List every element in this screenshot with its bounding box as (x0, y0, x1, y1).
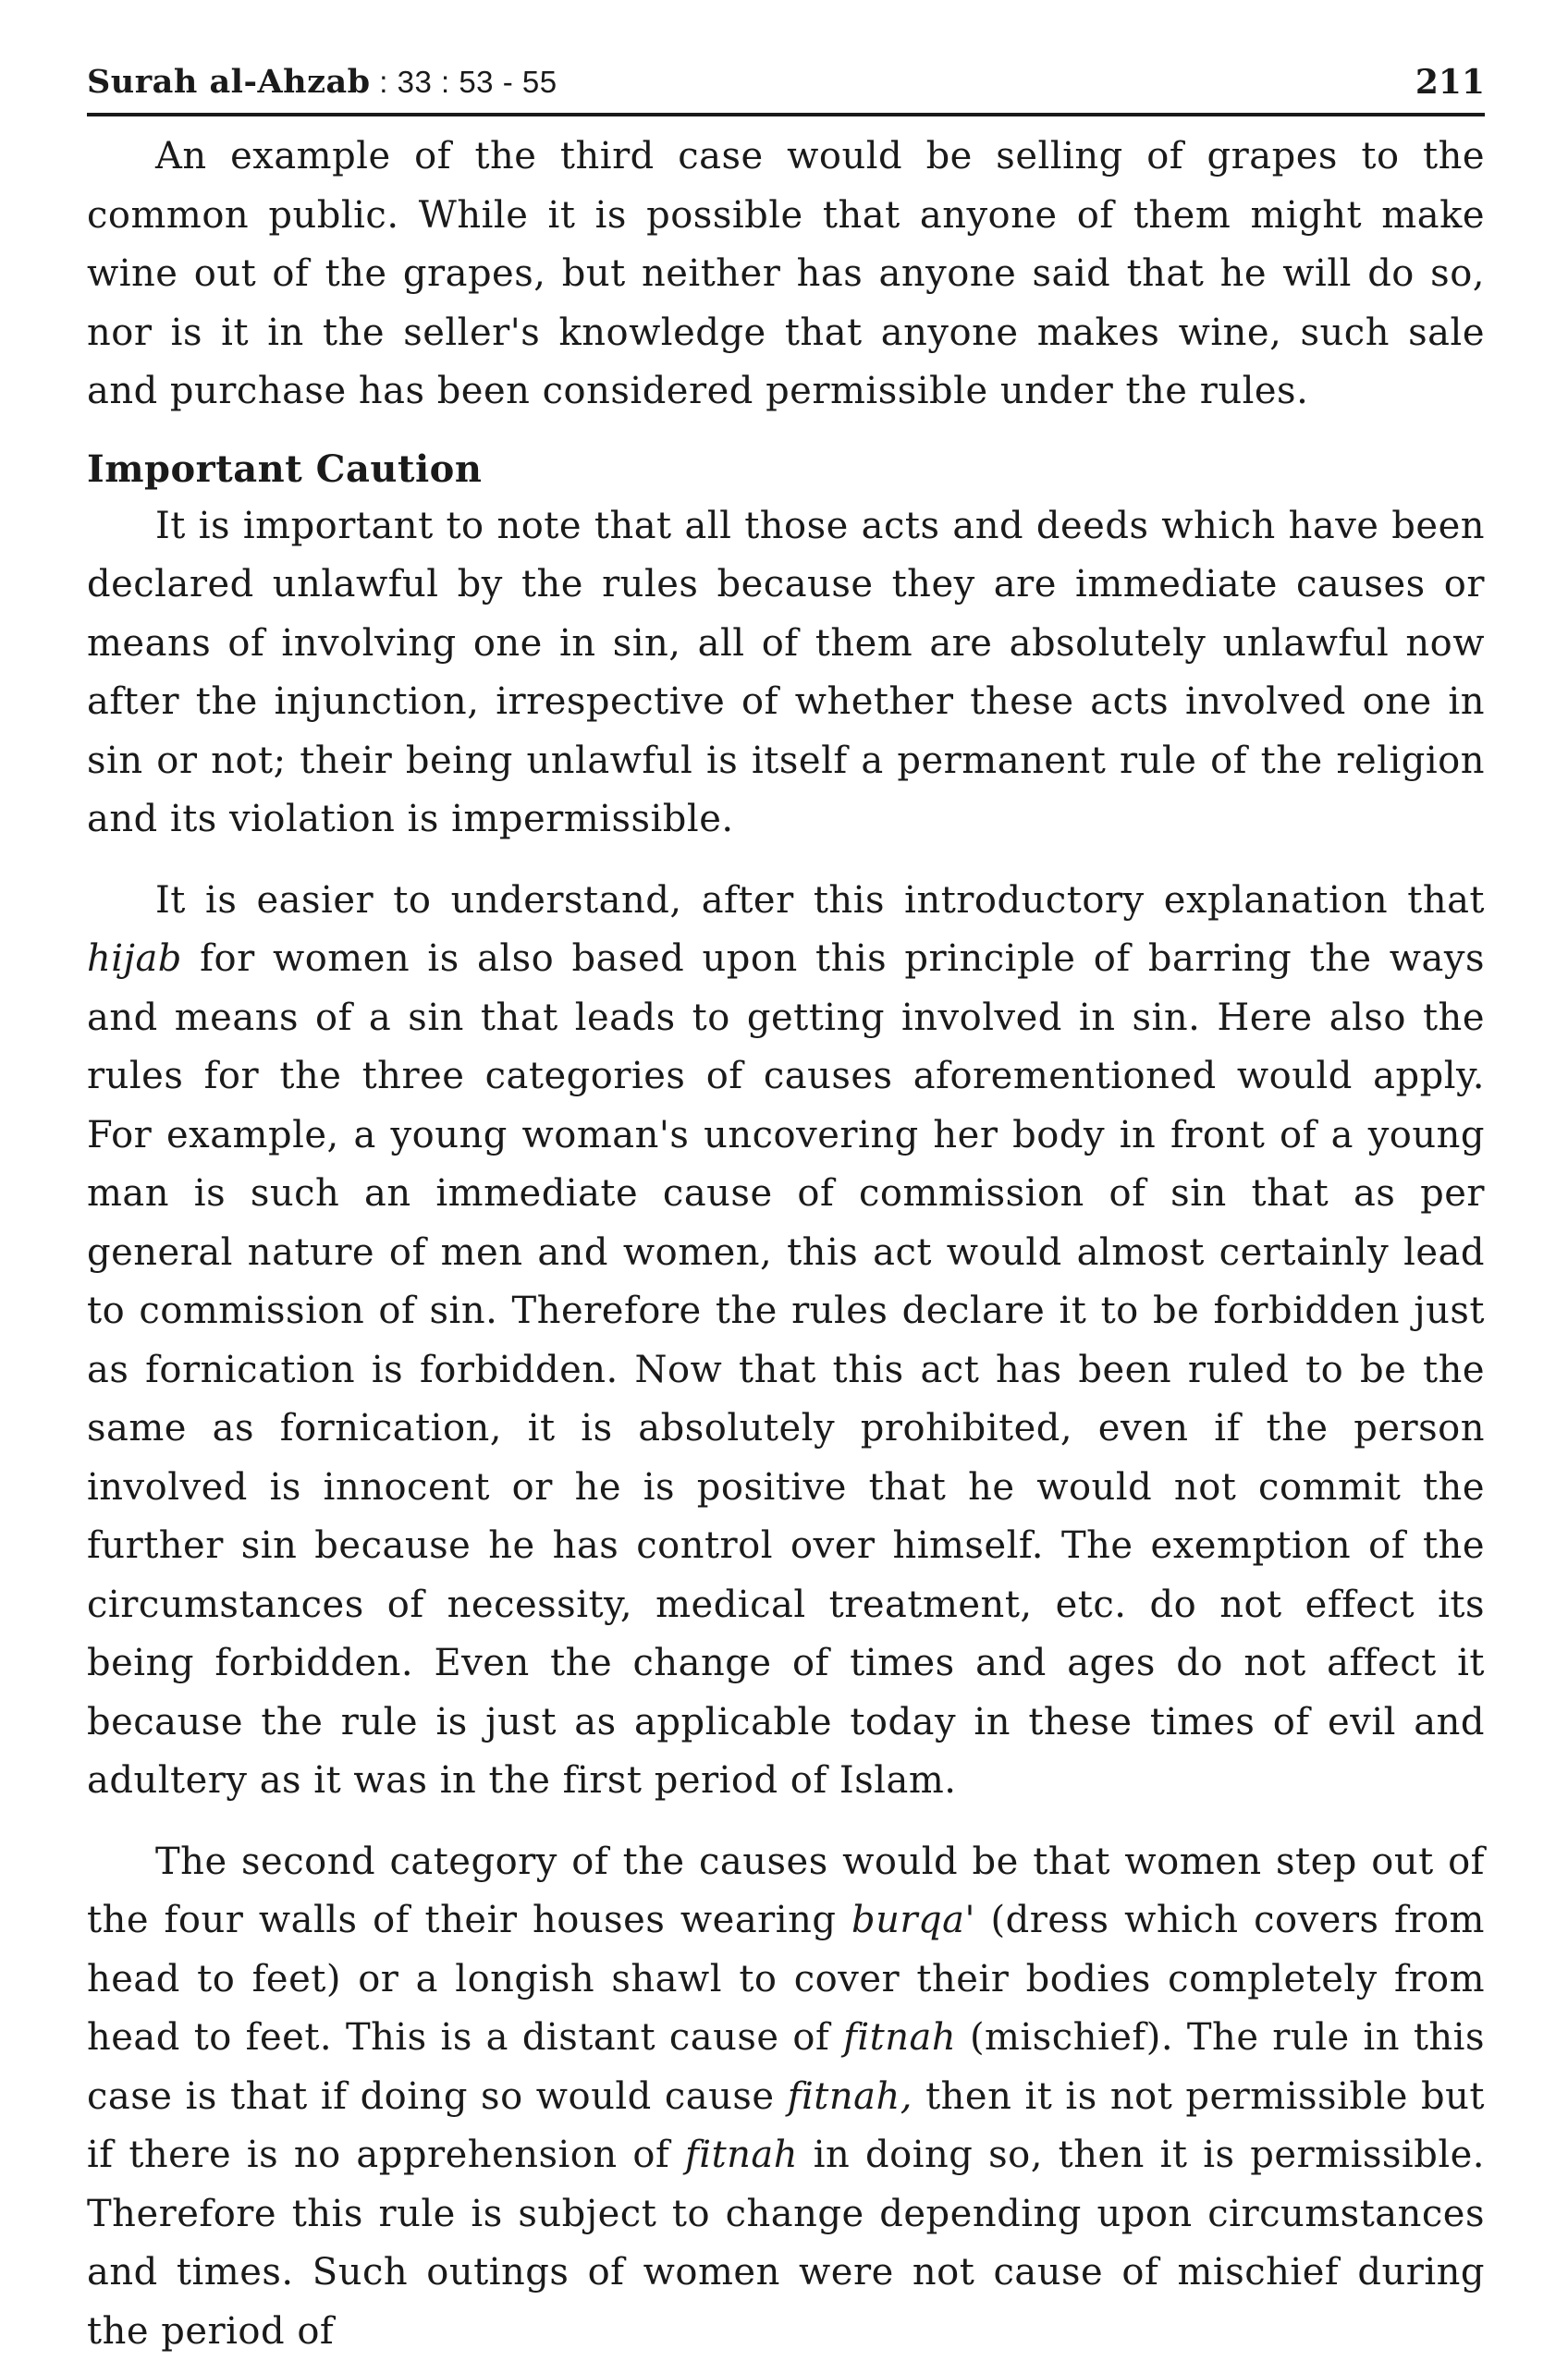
italic-term-burqa: burqa' (851, 1899, 975, 1941)
text-run: then it is not permissible but if there is no apprehension of (87, 2075, 1485, 2177)
paragraph-important-caution: It is important to note that all those acts and deeds which have been declared unlawful by the rules because they are immediate causes or means of involving one in sin, all of them are absolutely unlawful now after the injunction, irrespective of whether these acts involved one in sin or not; their being unlawful is itself a permanent rule of the religion and its violation is impermissible. (87, 497, 1485, 850)
section-heading: Important Caution (87, 442, 1485, 497)
paragraph-grapes-example: An example of the third case would be selling of grapes to the common public. While it is possible that anyone of them might make wine out of the grapes, but neither has anyone said that he will do so, nor is it in the seller's knowledge that anyone makes wine, such sale and purchase has been considered permissible under the rules. (87, 128, 1485, 422)
text-run: (dress which covers from head to feet) or a longish shawl to cover their bodies completely from head to feet. This is a distant cause of (87, 1899, 1485, 2059)
italic-term-fitnah: fitnah (685, 2134, 798, 2176)
italic-term-fitnah: fitnah, (788, 2075, 913, 2118)
italic-term-fitnah: fitnah (843, 2016, 956, 2059)
surah-heading (87, 63, 557, 101)
body-text (87, 128, 1485, 2361)
verse-reference: : 33 : 53 - 55 (371, 65, 557, 99)
paragraph-second-category (87, 1833, 1485, 2361)
text-run: It is easier to understand, after this introductory explanation that (155, 879, 1485, 922)
text-run: The second category of the causes would be that women step out of the four walls of their houses wearing (87, 1841, 1485, 1942)
page-number: 211 (1415, 63, 1485, 102)
text-run: (mischief). The rule in this case is that if doing so would cause (87, 2016, 1485, 2118)
text-run: in doing so, then it is permissible. Therefore this rule is subject to change depending upon circumstances and times. Such outings of women were not cause of mischief during the period of (87, 2134, 1485, 2353)
italic-term-hijab: hijab (87, 937, 182, 980)
surah-name: Surah al-Ahzab (87, 63, 371, 101)
text-run: for women is also based upon this principle of barring the ways and means of a sin that leads to getting involved in sin. Here also the rules for the three categories of causes aforementioned would apply. For example, a young woman's uncovering her body in front of a young man is such an immediate cause of commission of sin that as per general nature of men and women, this act would almost certainly lead to commission of sin. Therefore the rules declare it to be forbidden just as fornication is forbidden. Now that this act has been ruled to be the same as fornication, it is absolutely prohibited, even if the person involved is innocent or he is positive that he would not commit the further sin because he has control over himself. The exemption of the circumstances of necessity, medical treatment, etc. do not effect its being forbidden. Even the change of times and ages do not affect it because the rule is just as applicable today in these times of evil and adultery as it was in the first period of Islam. (87, 937, 1485, 1802)
book-page (87, 57, 1485, 2361)
running-header (87, 57, 1485, 116)
paragraph-hijab-principle (87, 872, 1485, 1811)
